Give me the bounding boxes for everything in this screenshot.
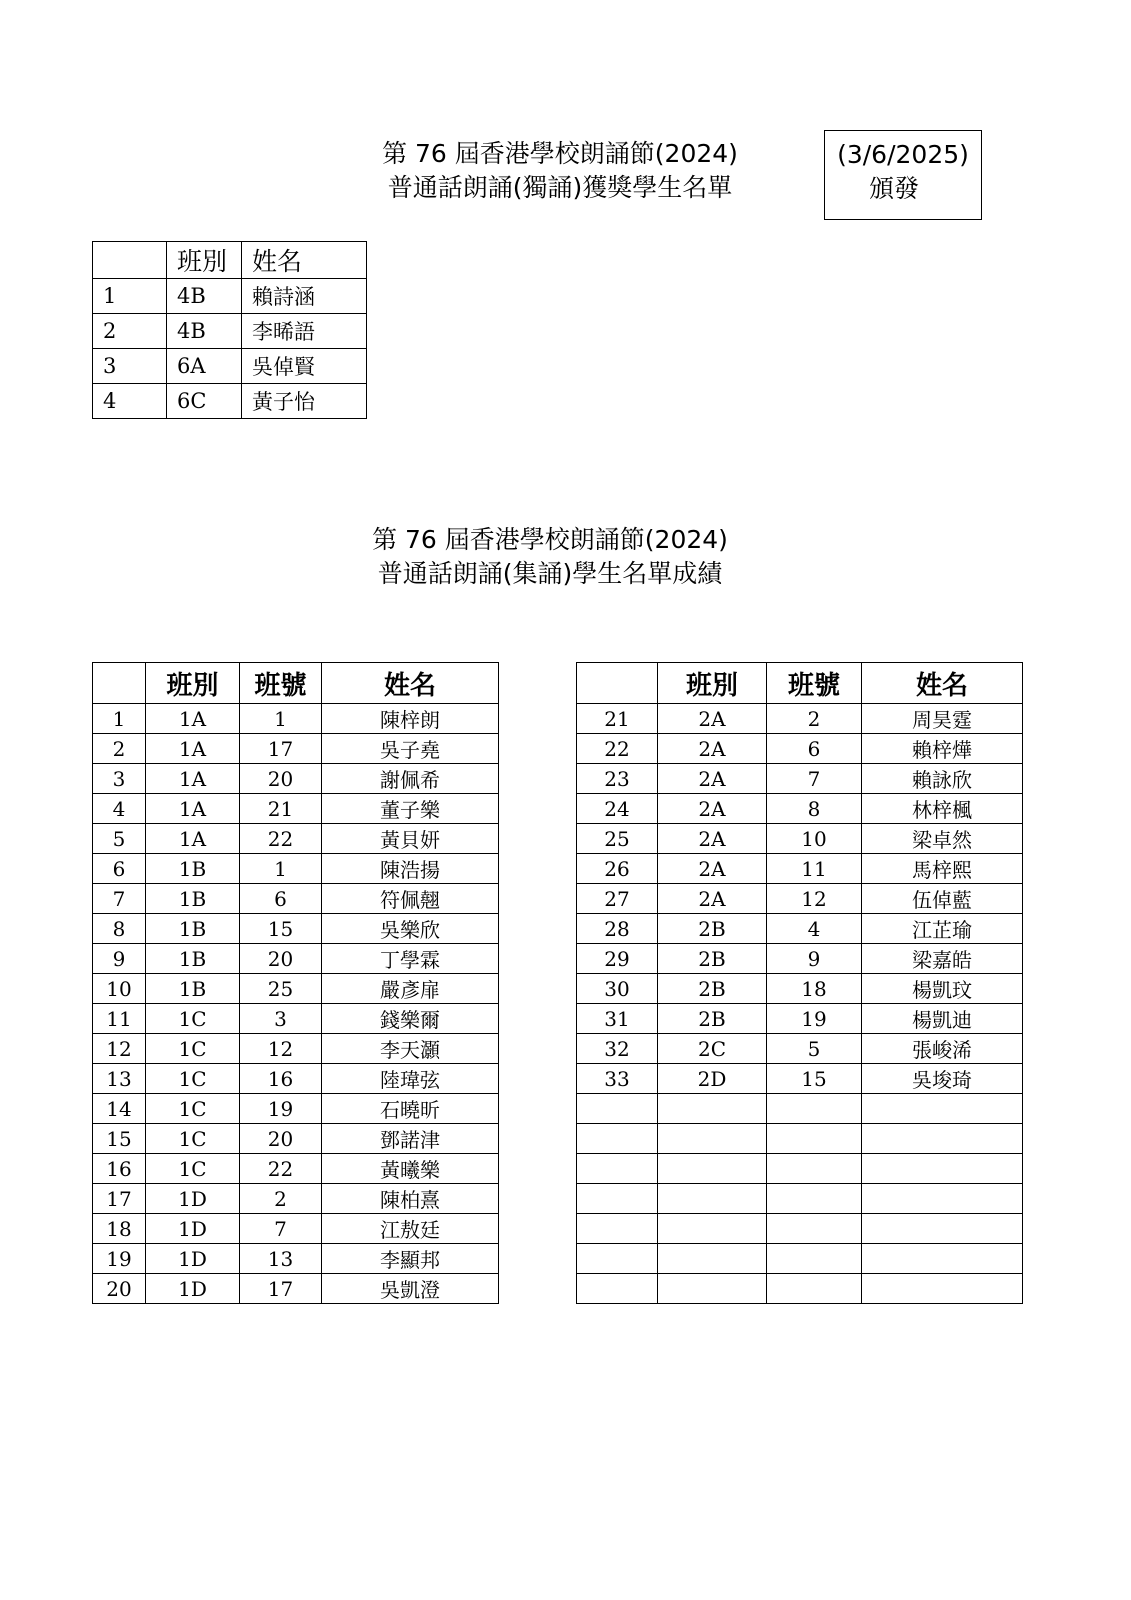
cell-class-number: 7 — [240, 1214, 322, 1244]
cell-class: 2D — [658, 1064, 767, 1094]
cell-class — [658, 1244, 767, 1274]
table-row — [93, 794, 499, 824]
cell-class: 4B — [167, 314, 242, 349]
cell-class-number: 6 — [240, 884, 322, 914]
cell-index: 21 — [577, 704, 658, 734]
cell-class — [658, 1274, 767, 1304]
cell-class-number: 3 — [240, 1004, 322, 1034]
cell-class-number: 5 — [767, 1034, 862, 1064]
cell-name: 董子樂 — [322, 794, 499, 824]
cell-class-number — [767, 1184, 862, 1214]
group-title-line1: 第 76 屆香港學校朗誦節(2024) — [372, 525, 728, 554]
cell-class: 2A — [658, 764, 767, 794]
table-row — [93, 279, 367, 314]
cell-class-number — [767, 1244, 862, 1274]
table-row — [93, 314, 367, 349]
cell-class: 6A — [167, 349, 242, 384]
cell-index: 15 — [93, 1124, 146, 1154]
table-row — [577, 824, 1023, 854]
table-row — [93, 854, 499, 884]
cell-index — [577, 1244, 658, 1274]
table-row — [93, 1244, 499, 1274]
cell-index: 17 — [93, 1184, 146, 1214]
cell-name: 馬梓熙 — [862, 854, 1023, 884]
cell-name: 江芷瑜 — [862, 914, 1023, 944]
cell-class-number: 2 — [240, 1184, 322, 1214]
cell-name: 陳浩揚 — [322, 854, 499, 884]
cell-class: 6C — [167, 384, 242, 419]
cell-index: 19 — [93, 1244, 146, 1274]
cell-class: 1C — [146, 1094, 240, 1124]
cell-name: 黃貝妍 — [322, 824, 499, 854]
table-row — [577, 854, 1023, 884]
cell-index: 32 — [577, 1034, 658, 1064]
cell-name: 林梓楓 — [862, 794, 1023, 824]
table-row — [93, 764, 499, 794]
cell-index: 30 — [577, 974, 658, 1004]
cell-class — [658, 1124, 767, 1154]
cell-class: 1B — [146, 914, 240, 944]
cell-class-number: 22 — [240, 1154, 322, 1184]
cell-class: 1A — [146, 704, 240, 734]
cell-class-number: 19 — [240, 1094, 322, 1124]
cell-class-number: 6 — [767, 734, 862, 764]
cell-name: 嚴彥扉 — [322, 974, 499, 1004]
table-row — [577, 1274, 1023, 1304]
cell-name: 江敖廷 — [322, 1214, 499, 1244]
cell-class-number: 20 — [240, 944, 322, 974]
cell-class: 2A — [658, 824, 767, 854]
header-name: 姓名 — [862, 663, 1023, 704]
cell-class — [658, 1184, 767, 1214]
cell-index — [577, 1184, 658, 1214]
cell-name: 楊凱迪 — [862, 1004, 1023, 1034]
cell-name — [862, 1124, 1023, 1154]
cell-class: 1C — [146, 1154, 240, 1184]
cell-name: 錢樂爾 — [322, 1004, 499, 1034]
cell-name: 符佩翹 — [322, 884, 499, 914]
cell-index: 27 — [577, 884, 658, 914]
table-row — [93, 1004, 499, 1034]
cell-index: 16 — [93, 1154, 146, 1184]
cell-class: 1B — [146, 854, 240, 884]
cell-name: 梁卓然 — [862, 824, 1023, 854]
header-class: 班別 — [167, 242, 242, 279]
table-row — [577, 974, 1023, 1004]
cell-index: 26 — [577, 854, 658, 884]
table-row — [577, 944, 1023, 974]
award-note: 頒發 — [868, 174, 919, 203]
cell-class-number — [767, 1214, 862, 1244]
solo-award-table — [92, 241, 367, 419]
cell-class-number: 18 — [767, 974, 862, 1004]
cell-name: 張峻浠 — [862, 1034, 1023, 1064]
table-row — [577, 704, 1023, 734]
cell-name: 梁嘉皓 — [862, 944, 1023, 974]
cell-class: 2B — [658, 1004, 767, 1034]
header-index — [93, 663, 146, 704]
solo-title-line1: 第 76 屆香港學校朗誦節(2024) — [382, 139, 738, 168]
cell-name: 楊凱玟 — [862, 974, 1023, 1004]
cell-class-number: 19 — [767, 1004, 862, 1034]
cell-name: 吳子堯 — [322, 734, 499, 764]
solo-title — [330, 137, 790, 205]
cell-class-number: 1 — [240, 704, 322, 734]
cell-class-number: 15 — [240, 914, 322, 944]
cell-class-number: 12 — [240, 1034, 322, 1064]
cell-index — [577, 1214, 658, 1244]
table-row — [93, 1094, 499, 1124]
cell-index: 12 — [93, 1034, 146, 1064]
cell-class: 1B — [146, 884, 240, 914]
table-row — [577, 794, 1023, 824]
cell-index: 2 — [93, 314, 167, 349]
cell-name: 陳梓朗 — [322, 704, 499, 734]
table-row — [577, 1154, 1023, 1184]
cell-name: 丁學霖 — [322, 944, 499, 974]
cell-name: 李顯邦 — [322, 1244, 499, 1274]
group-title — [310, 523, 790, 591]
cell-index: 8 — [93, 914, 146, 944]
cell-index: 10 — [93, 974, 146, 1004]
cell-class: 2A — [658, 854, 767, 884]
cell-class-number: 10 — [767, 824, 862, 854]
cell-index: 7 — [93, 884, 146, 914]
header-name: 姓名 — [322, 663, 499, 704]
cell-class: 1D — [146, 1244, 240, 1274]
cell-class: 2A — [658, 794, 767, 824]
table-row — [577, 914, 1023, 944]
cell-class-number: 7 — [767, 764, 862, 794]
cell-class-number: 4 — [767, 914, 862, 944]
table-header-row — [93, 242, 367, 279]
cell-index: 20 — [93, 1274, 146, 1304]
table-row — [577, 734, 1023, 764]
cell-name: 謝佩希 — [322, 764, 499, 794]
cell-class-number: 2 — [767, 704, 862, 734]
table-row — [577, 1124, 1023, 1154]
table-row — [93, 734, 499, 764]
cell-class: 1A — [146, 824, 240, 854]
header-index — [577, 663, 658, 704]
cell-class: 2C — [658, 1034, 767, 1064]
table-row — [93, 974, 499, 1004]
header-class-number: 班號 — [767, 663, 862, 704]
cell-name: 吳樂欣 — [322, 914, 499, 944]
cell-class-number: 20 — [240, 1124, 322, 1154]
cell-name: 賴詩涵 — [242, 279, 367, 314]
cell-class-number: 25 — [240, 974, 322, 1004]
cell-index: 23 — [577, 764, 658, 794]
group-table-right — [576, 662, 1023, 1304]
table-row — [577, 1244, 1023, 1274]
cell-class: 1C — [146, 1004, 240, 1034]
cell-index: 3 — [93, 764, 146, 794]
table-row — [93, 914, 499, 944]
cell-class: 1D — [146, 1274, 240, 1304]
cell-index — [577, 1124, 658, 1154]
table-row — [93, 1154, 499, 1184]
cell-name: 周昊霆 — [862, 704, 1023, 734]
table-row — [93, 1214, 499, 1244]
cell-index: 33 — [577, 1064, 658, 1094]
cell-index: 4 — [93, 384, 167, 419]
cell-index: 1 — [93, 704, 146, 734]
cell-index: 3 — [93, 349, 167, 384]
header-class: 班別 — [146, 663, 240, 704]
cell-name: 鄧諾津 — [322, 1124, 499, 1154]
cell-name: 陳柏熹 — [322, 1184, 499, 1214]
header-index — [93, 242, 167, 279]
solo-title-line2: 普通話朗誦(獨誦)獲獎學生名單 — [387, 173, 733, 202]
cell-class-number — [767, 1124, 862, 1154]
cell-index: 1 — [93, 279, 167, 314]
cell-name — [862, 1154, 1023, 1184]
cell-name — [862, 1214, 1023, 1244]
table-row — [93, 824, 499, 854]
cell-index: 14 — [93, 1094, 146, 1124]
cell-class-number — [767, 1094, 862, 1124]
cell-class: 1B — [146, 974, 240, 1004]
cell-class-number: 11 — [767, 854, 862, 884]
cell-class — [658, 1214, 767, 1244]
cell-name: 石曉昕 — [322, 1094, 499, 1124]
table-row — [577, 884, 1023, 914]
cell-class: 1D — [146, 1214, 240, 1244]
cell-index: 28 — [577, 914, 658, 944]
cell-name: 伍倬藍 — [862, 884, 1023, 914]
header-class-number: 班號 — [240, 663, 322, 704]
cell-index: 25 — [577, 824, 658, 854]
cell-name — [862, 1244, 1023, 1274]
cell-index: 24 — [577, 794, 658, 824]
cell-name: 吳埈琦 — [862, 1064, 1023, 1094]
cell-class-number: 17 — [240, 1274, 322, 1304]
cell-class-number: 13 — [240, 1244, 322, 1274]
cell-class: 1C — [146, 1034, 240, 1064]
cell-class: 1A — [146, 794, 240, 824]
cell-class-number: 8 — [767, 794, 862, 824]
table-header-row — [93, 663, 499, 704]
cell-class: 2B — [658, 914, 767, 944]
cell-class: 1A — [146, 734, 240, 764]
table-row — [577, 1094, 1023, 1124]
cell-index: 29 — [577, 944, 658, 974]
cell-name: 李天灝 — [322, 1034, 499, 1064]
cell-class: 2A — [658, 704, 767, 734]
cell-index: 6 — [93, 854, 146, 884]
cell-index: 4 — [93, 794, 146, 824]
cell-index: 11 — [93, 1004, 146, 1034]
cell-name: 賴詠欣 — [862, 764, 1023, 794]
table-row — [93, 384, 367, 419]
cell-class: 2A — [658, 734, 767, 764]
cell-class: 2A — [658, 884, 767, 914]
table-row — [577, 1184, 1023, 1214]
cell-index: 9 — [93, 944, 146, 974]
cell-class-number: 22 — [240, 824, 322, 854]
cell-class-number: 15 — [767, 1064, 862, 1094]
cell-index: 2 — [93, 734, 146, 764]
cell-name — [862, 1274, 1023, 1304]
cell-class: 1D — [146, 1184, 240, 1214]
cell-name — [862, 1094, 1023, 1124]
cell-class: 2B — [658, 944, 767, 974]
table-row — [93, 944, 499, 974]
cell-class-number — [767, 1274, 862, 1304]
cell-class: 1C — [146, 1064, 240, 1094]
cell-class: 2B — [658, 974, 767, 1004]
cell-name — [862, 1184, 1023, 1214]
cell-class: 1C — [146, 1124, 240, 1154]
cell-class-number: 20 — [240, 764, 322, 794]
cell-class-number: 9 — [767, 944, 862, 974]
table-row — [93, 1274, 499, 1304]
table-row — [577, 764, 1023, 794]
table-row — [93, 704, 499, 734]
table-row — [577, 1004, 1023, 1034]
award-date-box — [824, 130, 982, 220]
cell-class-number: 16 — [240, 1064, 322, 1094]
cell-index: 31 — [577, 1004, 658, 1034]
header-class: 班別 — [658, 663, 767, 704]
group-title-line2: 普通話朗誦(集誦)學生名單成績 — [377, 559, 723, 588]
cell-class-number: 21 — [240, 794, 322, 824]
cell-class-number: 17 — [240, 734, 322, 764]
table-row — [93, 884, 499, 914]
group-table-left — [92, 662, 499, 1304]
header-name: 姓名 — [242, 242, 367, 279]
table-row — [93, 349, 367, 384]
cell-index — [577, 1154, 658, 1184]
cell-index: 22 — [577, 734, 658, 764]
cell-index — [577, 1274, 658, 1304]
cell-name: 吳凱澄 — [322, 1274, 499, 1304]
cell-class-number: 1 — [240, 854, 322, 884]
table-row — [577, 1034, 1023, 1064]
cell-class: 4B — [167, 279, 242, 314]
table-header-row — [577, 663, 1023, 704]
cell-index: 5 — [93, 824, 146, 854]
table-row — [93, 1034, 499, 1064]
award-date: (3/6/2025) — [837, 140, 969, 169]
table-row — [577, 1214, 1023, 1244]
cell-class-number — [767, 1154, 862, 1184]
cell-class — [658, 1154, 767, 1184]
cell-name: 吳倬賢 — [242, 349, 367, 384]
cell-class — [658, 1094, 767, 1124]
cell-index: 18 — [93, 1214, 146, 1244]
cell-name: 陸瑋弦 — [322, 1064, 499, 1094]
cell-name: 黃曦樂 — [322, 1154, 499, 1184]
cell-class: 1B — [146, 944, 240, 974]
table-row — [577, 1064, 1023, 1094]
cell-class-number: 12 — [767, 884, 862, 914]
cell-name: 李晞語 — [242, 314, 367, 349]
table-row — [93, 1064, 499, 1094]
cell-class: 1A — [146, 764, 240, 794]
table-row — [93, 1124, 499, 1154]
cell-index: 13 — [93, 1064, 146, 1094]
cell-index — [577, 1094, 658, 1124]
cell-name: 黃子怡 — [242, 384, 367, 419]
table-row — [93, 1184, 499, 1214]
cell-name: 賴梓燁 — [862, 734, 1023, 764]
